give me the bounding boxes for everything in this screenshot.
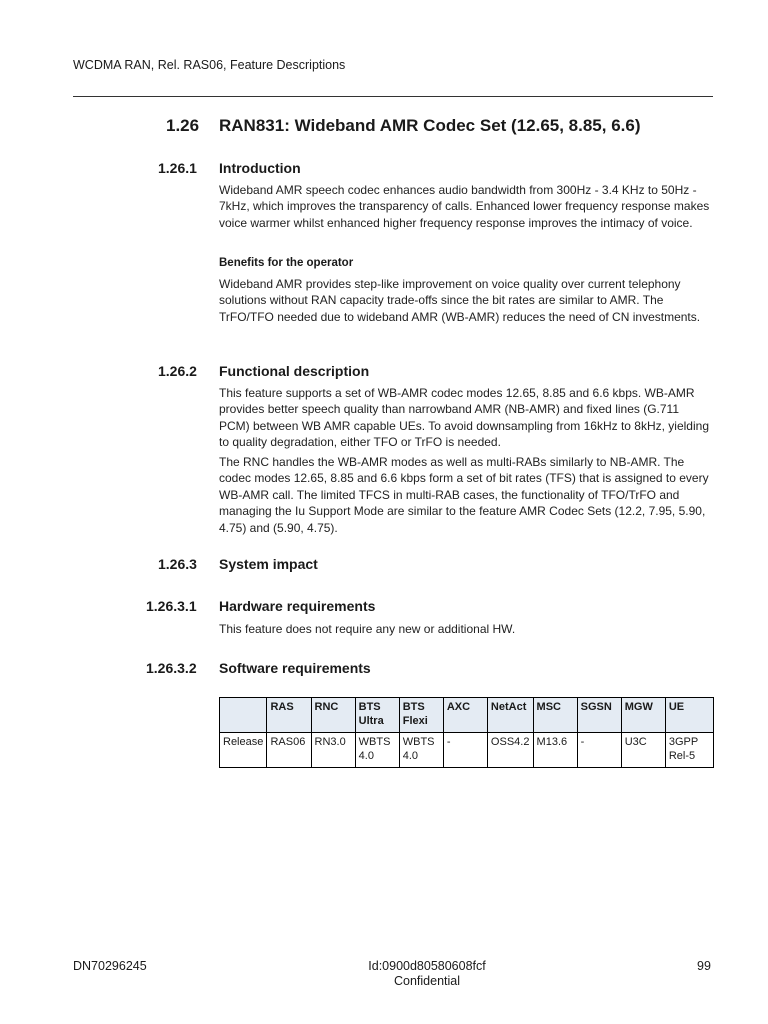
table-cell: M13.6: [533, 733, 577, 768]
software-requirements-table: [219, 697, 714, 768]
header-cell: MSC: [533, 698, 577, 733]
table-cell: 3GPP Rel-5: [665, 733, 713, 768]
table-cell: RAS06: [267, 733, 311, 768]
header-cell: BTS Ultra: [355, 698, 399, 733]
hardware-title: Hardware requirements: [219, 598, 376, 614]
functional-paragraph-2: The RNC handles the WB-AMR modes as well as multi-RABs similarly to NB-AMR. The codec modes 12.65, 8.85 and 6.6 kbps form a set of bit rates (TFS) that is assigned to every WB-AMR call. The limited TFCS in multi-RAB cases, the functionality of TFO/TrFO and managing the Iu Support Mode are similar to the feature AMR Codec Sets (12.2, 7.95, 5.90, 4.75) and (5.90, 4.75).: [219, 455, 709, 535]
section-title: RAN831: Wideband AMR Codec Set (12.65, 8.85, 6.6): [219, 116, 641, 135]
table-cell: WBTS 4.0: [355, 733, 399, 768]
table-cell: Release: [220, 733, 267, 768]
benefits-paragraph: Wideband AMR provides step-like improvement on voice quality over current telephony solutions without RAN capacity trade-offs since the bit rates are similar to AMR. The TrFO/TFO needed due to wideband AMR (WB-AMR) reduces the need of CN investments.: [219, 277, 701, 324]
header-cell: RNC: [311, 698, 355, 733]
section-number: 1.26: [166, 116, 200, 135]
intro-paragraph: Wideband AMR speech codec enhances audio bandwidth from 300Hz - 3.4 KHz to 50Hz - 7kHz, which improves the transparency of calls. Enhanced lower frequency response makes voice warmer whilst enhanced higher frequency response improves the intimacy of voice.: [219, 183, 710, 230]
header-divider: [73, 96, 713, 97]
header-cell: BTS Flexi: [399, 698, 443, 733]
footer-center: [0, 959, 768, 989]
table-cell: -: [443, 733, 487, 768]
header-cell: MGW: [621, 698, 665, 733]
functional-number: 1.26.2: [158, 363, 197, 379]
software-title: Software requirements: [219, 660, 371, 676]
software-number: 1.26.3.2: [146, 660, 197, 676]
header-cell: UE: [665, 698, 713, 733]
footer-confidential: Confidential: [393, 974, 460, 988]
table-cell: -: [577, 733, 621, 768]
header-cell: [220, 698, 267, 733]
table-cell: WBTS 4.0: [399, 733, 443, 768]
header-cell: SGSN: [577, 698, 621, 733]
intro-number: 1.26.1: [158, 160, 197, 176]
table-cell: U3C: [621, 733, 665, 768]
functional-paragraph-1: This feature supports a set of WB-AMR codec modes 12.65, 8.85 and 6.6 kbps. WB-AMR provides better speech quality than narrowband AMR (NB-AMR) and fixed lines (G.711 PCM) between WB AMR capable UEs. To avoid downsampling from 16kHz to 8kHz, yielding to quality degradation, either TFO or TrFO is needed.: [219, 386, 709, 450]
header-cell: AXC: [443, 698, 487, 733]
system-title: System impact: [219, 556, 318, 572]
table-header-row: [220, 698, 714, 733]
table-row: [220, 733, 714, 768]
running-header: WCDMA RAN, Rel. RAS06, Feature Descriptions: [73, 58, 346, 72]
hardware-text: This feature does not require any new or additional HW.: [219, 622, 516, 636]
table-cell: OSS4.2: [487, 733, 533, 768]
functional-title: Functional description: [219, 363, 370, 379]
page-number: 99: [697, 959, 711, 973]
header-cell: RAS: [267, 698, 311, 733]
footer-doc-id: DN70296245: [73, 959, 147, 973]
intro-title: Introduction: [219, 160, 301, 176]
footer-id: Id:0900d80580608fcf: [368, 959, 486, 973]
hardware-number: 1.26.3.1: [146, 598, 197, 614]
table-cell: RN3.0: [311, 733, 355, 768]
system-number: 1.26.3: [158, 556, 197, 572]
benefits-heading: Benefits for the operator: [219, 257, 354, 269]
header-cell: NetAct: [487, 698, 533, 733]
